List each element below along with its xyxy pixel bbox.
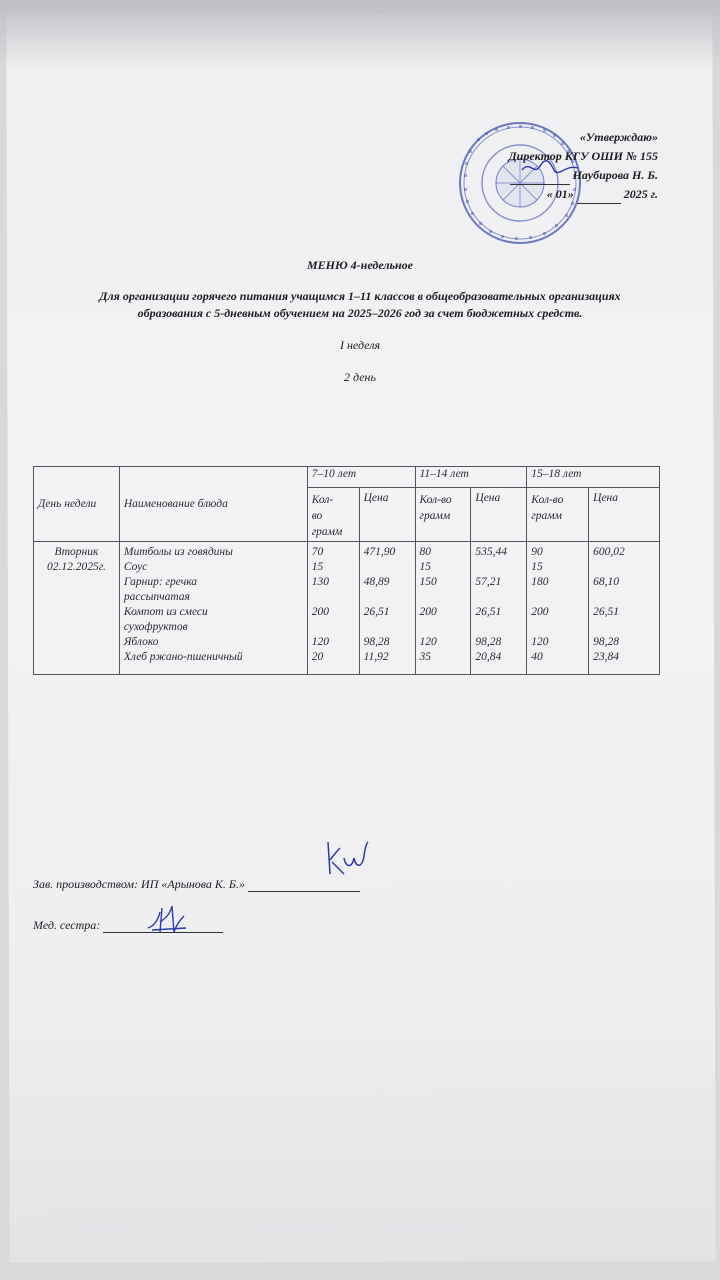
approval-date: « 01» 2025 г.: [398, 185, 658, 204]
price-7-10-cell: 471,90 48,89 26,51 98,28 11,92: [359, 542, 415, 675]
menu-title: МЕНЮ 4-недельное: [307, 258, 413, 272]
header-price-11-14: Цена: [471, 488, 527, 542]
dish-name: Гарнир: гречка рассыпчатая: [123, 576, 198, 603]
table-header-row: [34, 467, 660, 488]
nurse-signature-icon: [146, 900, 190, 936]
approval-signer: Наубирова Н. Б.: [398, 166, 658, 185]
menu-subtitle: Для организации горячего питания учащимся 1–11 классов в общеобразовательных организациях образования с 5-дневным обучением на 2025–2026 год за счет бюджетных средств.: [99, 289, 621, 320]
dish-name: Яблоко: [123, 636, 159, 648]
header-dish-name: Наименование блюда: [119, 467, 307, 542]
week-label: I неделя: [339, 338, 381, 352]
header-price-7-10: Цена: [359, 488, 415, 542]
production-signature-line: [33, 877, 360, 892]
header-qty-15-18: Кол-во грамм: [527, 488, 589, 542]
qty-11-14-cell: 80 15 150 200 120 35: [415, 542, 471, 675]
approval-title: «Утверждаю»: [579, 130, 658, 144]
menu-table: [33, 466, 660, 675]
production-label: Зав. производством: ИП «Арынова К. Б.»: [33, 877, 245, 891]
nurse-signature-line: [33, 918, 223, 933]
header-qty-7-10: Кол- во грамм: [307, 488, 359, 542]
price-11-14-cell: 535,44 57,21 26,51 98,28 20,84: [471, 542, 527, 675]
table-row: [34, 542, 660, 675]
dish-name: Митболы из говядины: [123, 546, 233, 558]
day-cell: Вторник 02.12.2025г.: [34, 542, 120, 675]
header-day-of-week: День недели: [34, 467, 120, 542]
director-signature-icon: [520, 158, 580, 178]
header-price-15-18: Цена: [589, 488, 660, 542]
approval-position: Директор КГУ ОШИ № 155: [508, 149, 658, 163]
header-age-11-14: 11–14 лет: [415, 467, 527, 488]
qty-15-18-cell: 90 15 180 200 120 40: [527, 542, 589, 675]
header-age-7-10: 7–10 лет: [307, 467, 415, 488]
dish-name: Соус: [123, 561, 148, 573]
qty-7-10-cell: 70 15 130 200 120 20: [307, 542, 359, 675]
dish-name: Хлеб ржано-пшеничный: [123, 651, 243, 663]
day-label: 2 день: [344, 370, 376, 384]
header-age-15-18: 15–18 лет: [527, 467, 660, 488]
price-15-18-cell: 600,02 68,10 26,51 98,28 23,84: [589, 542, 660, 675]
header-qty-11-14: Кол-во грамм: [415, 488, 471, 542]
dish-names-cell: [119, 542, 307, 675]
nurse-label: Мед. сестра:: [33, 918, 101, 932]
dish-name: Компот из смеси сухофруктов: [123, 606, 208, 633]
production-signature-icon: [318, 838, 378, 878]
